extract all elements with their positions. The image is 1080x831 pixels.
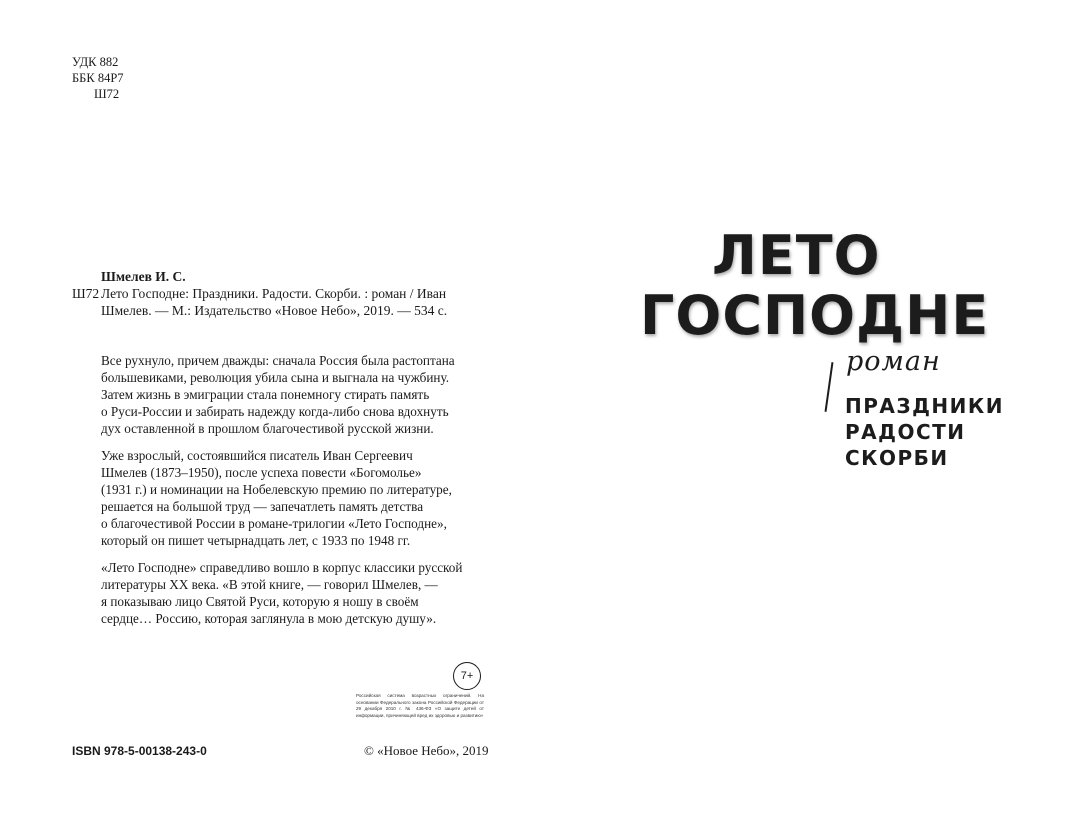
annotation-line: решается на большой труд — запечатлеть память детства <box>101 498 424 514</box>
subtitle-block <box>845 393 1004 471</box>
biblio-description-line: Лето Господне: Праздники. Радости. Скорби. : роман / Иван <box>101 286 447 301</box>
isbn: ISBN 978-5-00138-243-0 <box>72 744 207 758</box>
author-heading: Шмелев И. С. <box>101 269 186 284</box>
book-title <box>630 226 1050 346</box>
classification-codes <box>72 54 124 102</box>
copyright: © «Новое Небо», 2019 <box>364 743 489 758</box>
subtitle-line: РАДОСТИ <box>845 420 966 444</box>
annotation-line: дух оставленной в прошлом благочестивой русской жизни. <box>101 420 434 436</box>
annotation-paragraph <box>101 560 501 628</box>
bibliographic-record <box>72 268 492 319</box>
title-line: ЛЕТО <box>712 224 881 287</box>
author-mark-code: Ш72 <box>94 87 120 101</box>
biblio-description-line: Шмелев. — М.: Издательство «Новое Небо», 2019. — 534 с. <box>101 303 448 318</box>
annotation-line: который он пишет четырнадцать лет, с 1933 по 1948 гг. <box>101 532 411 548</box>
udk-code: УДК 882 <box>72 55 119 69</box>
annotation-line: литературы XX века. «В этой книге, — говорил Шмелев, — <box>101 576 438 592</box>
genre-label: роман <box>846 346 941 377</box>
annotation-line: большевиками, революция убила сына и выгнала на чужбину. <box>101 369 450 385</box>
annotation-line: я показываю лицо Святой Руси, которую я ношу в своём <box>101 593 419 609</box>
biblio-author-mark: Ш72 <box>72 286 100 301</box>
annotation-line: (1931 г.) и номинации на Нобелевскую премию по литературе, <box>101 481 452 497</box>
annotation-line: «Лето Господне» справедливо вошло в корпус классики русской <box>101 559 463 575</box>
annotation <box>101 353 501 638</box>
bbk-code: ББК 84Р7 <box>72 71 124 85</box>
annotation-line: о благочестивой России в романе-трилогии «Лето Господне», <box>101 515 447 531</box>
subtitle-line: ПРАЗДНИКИ <box>845 394 1004 418</box>
age-rating-badge: 7+ <box>453 662 481 690</box>
annotation-paragraph <box>101 448 501 549</box>
annotation-line: Затем жизнь в эмиграции стала понемногу стирать память <box>101 386 430 402</box>
annotation-paragraph <box>101 353 501 438</box>
annotation-line: Уже взрослый, состоявшийся писатель Иван Сергеевич <box>101 448 413 464</box>
annotation-line: Все рухнуло, причем дважды: сначала Россия была растоптана <box>101 353 455 368</box>
age-restriction-note: Российская система возрастных ограничений. На основании Федерального закона Российской Федерации от 29 декабря 2010 г. № 436-ФЗ «О защите детей от информации, причиняющей вред их здоровью и развитию» <box>356 693 484 718</box>
annotation-line: сердце… Россию, которая заглянула в мою детскую душу». <box>101 610 437 626</box>
title-page <box>540 0 1080 831</box>
genre-divider <box>825 362 834 412</box>
annotation-line: о Руси-России и забирать надежду когда-либо снова вдохнуть <box>101 403 449 419</box>
annotation-line: Шмелев (1873–1950), после успеха повести «Богомолье» <box>101 464 422 480</box>
subtitle-line: СКОРБИ <box>845 446 949 470</box>
title-line: ГОСПОДНЕ <box>640 284 990 347</box>
